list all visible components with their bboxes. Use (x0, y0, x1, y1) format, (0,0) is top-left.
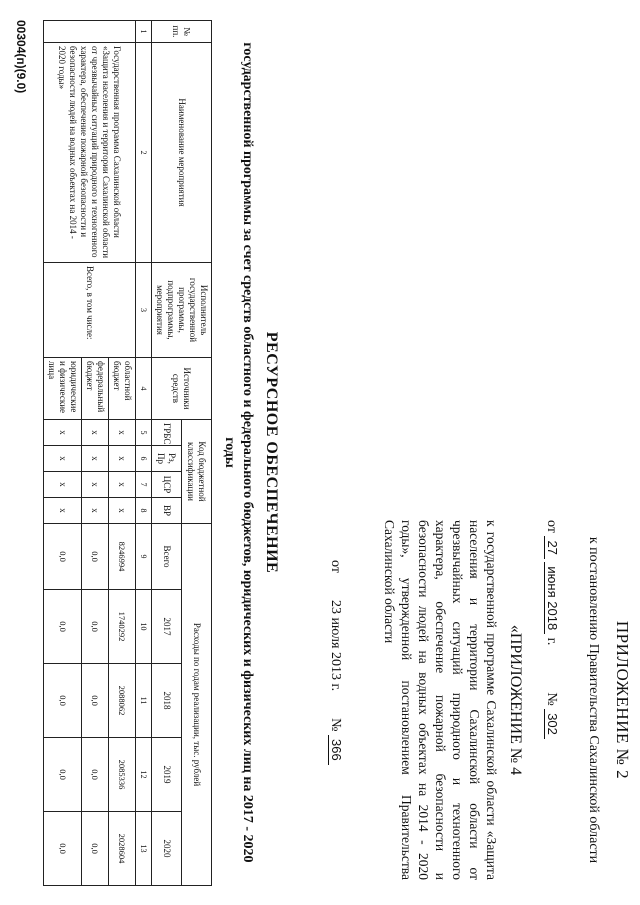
section-title: РЕСУРСНОЕ ОБЕСПЕЧЕНИЕ (263, 331, 280, 574)
year-suffix: г. (544, 637, 559, 646)
row-no-cell (44, 21, 136, 43)
column-index-row (136, 21, 152, 886)
vr-cell: x (109, 498, 136, 524)
program-name-cell: Государственная программа Сахалинской области «Защита населения и территории Сахалинской области от чрезвычайных ситуаций природного и техногенного характера, обеспечение пожарной безопасности и безопасности людей на водных объектах на 2014 - 2020 годы» (44, 43, 136, 263)
resolution-reference: к постановлению Правительства Сахалинской области (586, 536, 601, 864)
header-expenses: Расходы по годам реализации, тыс. рублей (182, 524, 212, 886)
rz-pr-cell: x (109, 446, 136, 472)
number-sign: № (544, 692, 559, 706)
y2018-cell: 0,0 (44, 664, 82, 738)
index-cell: 2 (136, 43, 152, 263)
csr-cell: x (109, 472, 136, 498)
table-header-row (182, 21, 212, 886)
table-row (109, 21, 136, 886)
header-grbs: ГРБС (152, 420, 182, 446)
header-2018: 2018 (152, 664, 182, 738)
vr-cell: x (82, 498, 109, 524)
y2020-cell: 2028604 (109, 812, 136, 886)
y2020-cell: 0,0 (82, 812, 109, 886)
rz-pr-cell: x (82, 446, 109, 472)
source-cell: областной бюджет (109, 358, 136, 420)
y2020-cell: 0,0 (44, 812, 82, 886)
document-code: 00304(п)(9.0) (14, 20, 28, 94)
index-cell: 8 (136, 498, 152, 524)
header-rz-pr: Рз, Пр (152, 446, 182, 472)
grbs-cell: x (109, 420, 136, 446)
grbs-cell: x (82, 420, 109, 446)
index-cell: 1 (136, 21, 152, 43)
old-resolution-number: 366 (328, 735, 344, 765)
total-cell: 8246994 (109, 524, 136, 590)
resolution-date-line (543, 520, 560, 880)
total-cell: 0,0 (82, 524, 109, 590)
old-appendix-description: к государственной программе Сахалинской области «Защита населения и территории Сахалинской области от чрезвычайных ситуаций природного и техногенного характера, обеспечение пожарной безопасности и безопасности людей на водных объектах на 2014 - 2020 годы», утвержденной постановлением Правительства Сахалинской области (382, 520, 499, 880)
resolution-day: 27 (544, 536, 560, 558)
csr-cell: x (44, 472, 82, 498)
appendix-number: ПРИЛОЖЕНИЕ № 2 (613, 620, 632, 780)
from-label: от (328, 560, 343, 573)
header-2020: 2020 (152, 812, 182, 886)
index-cell: 7 (136, 472, 152, 498)
y2017-cell: 1740292 (109, 590, 136, 664)
vr-cell: x (44, 498, 82, 524)
source-cell: федеральный бюджет (82, 358, 109, 420)
header-csr: ЦСР (152, 472, 182, 498)
y2019-cell: 2085336 (109, 738, 136, 812)
header-budget-class: Код бюджетной классификации (182, 420, 212, 524)
y2018-cell: 0,0 (82, 664, 109, 738)
header-2019: 2019 (152, 738, 182, 812)
index-cell: 4 (136, 358, 152, 420)
index-cell: 12 (136, 738, 152, 812)
header-executor: Исполнитель государственной программы, подпрограммы, мероприятия (152, 263, 212, 358)
y2019-cell: 0,0 (82, 738, 109, 812)
rz-pr-cell: x (44, 446, 82, 472)
y2019-cell: 0,0 (44, 738, 82, 812)
header-no: № пп. (152, 21, 212, 43)
resolution-number: 302 (544, 709, 560, 739)
csr-cell: x (82, 472, 109, 498)
old-appendix-title: «ПРИЛОЖЕНИЕ № 4 (507, 624, 524, 776)
index-cell: 5 (136, 420, 152, 446)
resource-table (43, 20, 212, 886)
header-total: Всего (152, 524, 182, 590)
index-cell: 13 (136, 812, 152, 886)
y2017-cell: 0,0 (82, 590, 109, 664)
old-resolution-date: 23 июля 2013 г. (328, 599, 343, 692)
header-2017: 2017 (152, 590, 182, 664)
index-cell: 9 (136, 524, 152, 590)
header-vr: ВР (152, 498, 182, 524)
index-cell: 6 (136, 446, 152, 472)
resolution-month-year: июня 2018 (544, 562, 560, 634)
section-subtitle: государственной программы за счет средств областного и федерального бюджетов, юридических и физических лиц на 2017 - 2020 годы (222, 42, 255, 863)
index-cell: 11 (136, 664, 152, 738)
grbs-cell: x (44, 420, 82, 446)
header-name: Наименование мероприятия (152, 43, 212, 263)
y2017-cell: 0,0 (44, 590, 82, 664)
y2018-cell: 2088062 (109, 664, 136, 738)
executor-cell: Всего, в том числе: (44, 263, 136, 358)
from-label: от (544, 520, 559, 533)
old-resolution-date-line (327, 560, 344, 880)
header-sources: Источники средств (152, 358, 212, 420)
index-cell: 10 (136, 590, 152, 664)
total-cell: 0,0 (44, 524, 82, 590)
number-sign: № (328, 718, 343, 732)
index-cell: 3 (136, 263, 152, 358)
source-cell: юридические и физические лица (44, 358, 82, 420)
